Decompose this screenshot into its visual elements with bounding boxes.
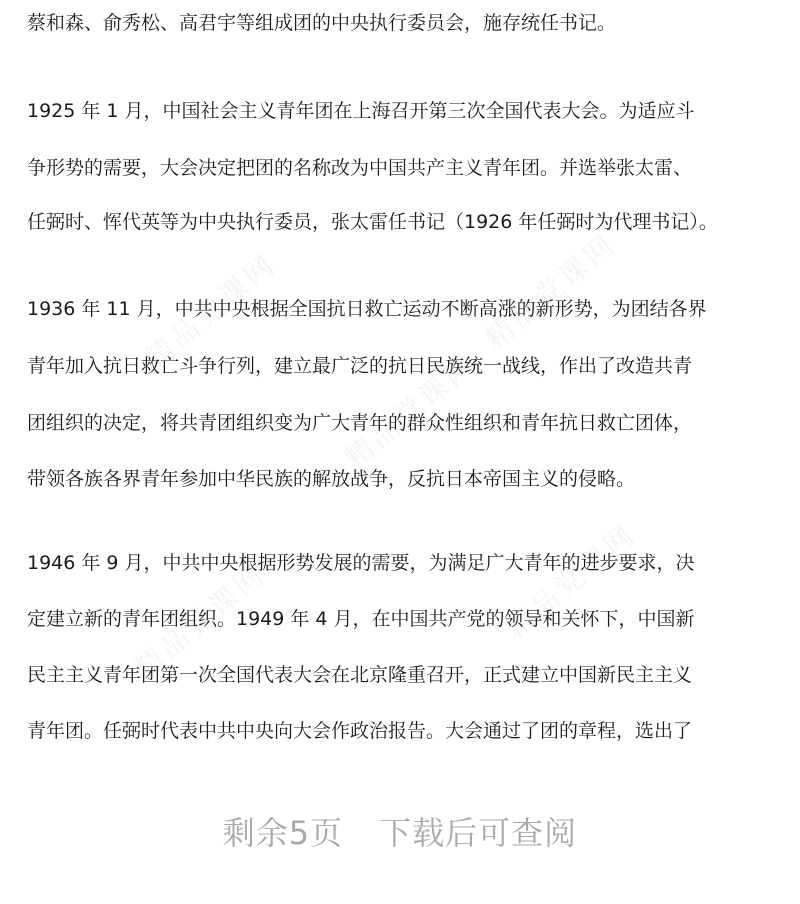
remaining-pages-label[interactable]: 剩余5页 (222, 814, 344, 852)
text-line: 民主主义青年团第一次全国代表大会在北京隆重召开，正式建立中国新民主主义 (27, 664, 693, 686)
document-body (27, 0, 777, 780)
download-to-view-label[interactable]: 下载后可查阅 (379, 814, 578, 852)
text-line: 1946 年 9 月，中共中央根据形势发展的需要，为满足广大青年的进步要求，决 (27, 552, 695, 574)
text-line: 1936 年 11 月，中共中央根据全国抗日救亡运动不断高涨的新形势，为团结各界 (27, 298, 707, 320)
text-line: 青年团。任弼时代表中共中央向大会作政治报告。大会通过了团的章程，选出了 (27, 720, 693, 742)
watermark: 精品党课网 (139, 247, 283, 376)
download-prompt[interactable] (0, 808, 800, 854)
text-line: 定建立新的青年团组织。1949 年 4 月，在中国共产党的领导和关怀下，中国新 (27, 608, 695, 630)
text-line: 争形势的需要，大会决定把团的名称改为中国共产主义青年团。并选举张太雷、 (27, 157, 693, 179)
text-line: 团组织的决定，将共青团组织变为广大青年的群众性组织和青年抗日救亡团体， (27, 412, 693, 434)
text-line: 青年加入抗日救亡斗争行列，建立最广泛的抗日民族统一战线，作出了改造共青 (27, 355, 693, 377)
text-line: 带领各族各界青年参加中华民族的解放战争，反抗日本帝国主义的侵略。 (27, 468, 636, 490)
text-line: 1925 年 1 月，中国社会主义青年团在上海召开第三次全国代表大会。为适应斗 (27, 100, 695, 122)
watermark: 精品党课网 (339, 347, 483, 476)
text-line: 蔡和森、俞秀松、高君宇等组成团的中央执行委员会，施存统任书记。 (27, 12, 617, 34)
text-line: 任弼时、恽代英等为中央执行委员，张太雷任书记（1926 年任弼时为代理书记）。 (27, 211, 718, 233)
watermark: 精品党课网 (479, 227, 623, 356)
watermark: 精品党课网 (129, 557, 273, 686)
watermark: 精品党课网 (499, 517, 643, 646)
